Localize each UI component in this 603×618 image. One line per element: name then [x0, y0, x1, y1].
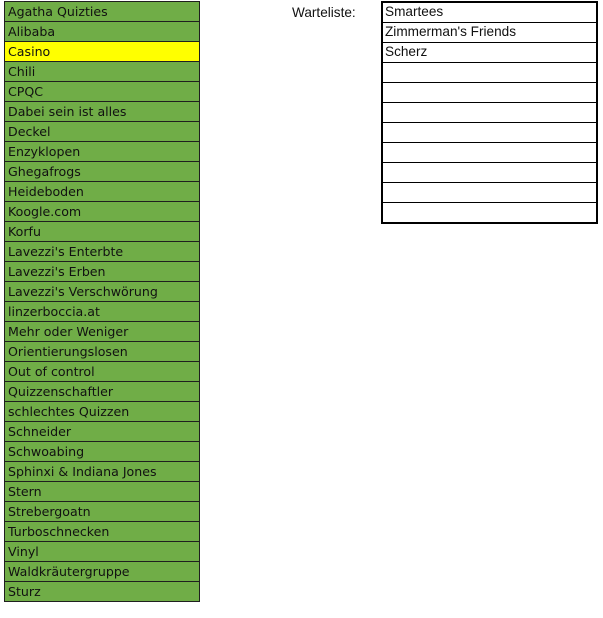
waitlist-body	[382, 2, 597, 223]
team-cell[interactable]: Stern	[5, 482, 200, 502]
team-cell[interactable]: Casino	[5, 42, 200, 62]
team-cell[interactable]: Strebergoatn	[5, 502, 200, 522]
team-cell[interactable]: CPQC	[5, 82, 200, 102]
waitlist-cell[interactable]	[382, 63, 597, 83]
team-row	[5, 562, 200, 582]
waitlist-cell[interactable]: Scherz	[382, 43, 597, 63]
waitlist-row	[382, 103, 597, 123]
team-cell[interactable]: Ghegafrogs	[5, 162, 200, 182]
team-row	[5, 42, 200, 62]
waitlist-row	[382, 123, 597, 143]
waitlist-row	[382, 2, 597, 23]
team-row	[5, 362, 200, 382]
waitlist-row	[382, 63, 597, 83]
team-cell[interactable]: Orientierungslosen	[5, 342, 200, 362]
waitlist-cell[interactable]	[382, 103, 597, 123]
team-row	[5, 202, 200, 222]
waitlist-row	[382, 23, 597, 43]
team-row	[5, 442, 200, 462]
team-row	[5, 422, 200, 442]
team-row	[5, 582, 200, 602]
waitlist-cell[interactable]	[382, 183, 597, 203]
team-cell[interactable]: Sphinxi & Indiana Jones	[5, 462, 200, 482]
waitlist-row	[382, 43, 597, 63]
waitlist-label: Warteliste:	[292, 5, 356, 20]
team-row	[5, 62, 200, 82]
waitlist-row	[382, 143, 597, 163]
team-list-body	[5, 2, 200, 602]
team-row	[5, 222, 200, 242]
team-cell[interactable]: Turboschnecken	[5, 522, 200, 542]
team-cell[interactable]: Deckel	[5, 122, 200, 142]
team-cell[interactable]: Enzyklopen	[5, 142, 200, 162]
team-row	[5, 82, 200, 102]
team-row	[5, 2, 200, 22]
team-row	[5, 162, 200, 182]
team-cell[interactable]: Sturz	[5, 582, 200, 602]
team-row	[5, 342, 200, 362]
team-cell[interactable]: Lavezzi's Enterbte	[5, 242, 200, 262]
team-cell[interactable]: Chili	[5, 62, 200, 82]
team-cell[interactable]: Koogle.com	[5, 202, 200, 222]
team-cell[interactable]: Alibaba	[5, 22, 200, 42]
waitlist-row	[382, 163, 597, 183]
team-row	[5, 142, 200, 162]
team-list-table	[4, 1, 200, 602]
team-row	[5, 122, 200, 142]
team-cell[interactable]: Agatha Quizties	[5, 2, 200, 22]
team-row	[5, 482, 200, 502]
team-row	[5, 382, 200, 402]
team-cell[interactable]: Dabei sein ist alles	[5, 102, 200, 122]
team-cell[interactable]: Korfu	[5, 222, 200, 242]
team-cell[interactable]: Vinyl	[5, 542, 200, 562]
team-row	[5, 502, 200, 522]
waitlist-cell[interactable]	[382, 83, 597, 103]
team-cell[interactable]: Lavezzi's Verschwörung	[5, 282, 200, 302]
team-row	[5, 302, 200, 322]
team-row	[5, 462, 200, 482]
team-row	[5, 182, 200, 202]
team-cell[interactable]: Heideboden	[5, 182, 200, 202]
team-cell[interactable]: schlechtes Quizzen	[5, 402, 200, 422]
waitlist-row	[382, 83, 597, 103]
waitlist-cell[interactable]: Smartees	[382, 2, 597, 23]
team-row	[5, 322, 200, 342]
team-cell[interactable]: Mehr oder Weniger	[5, 322, 200, 342]
team-row	[5, 542, 200, 562]
team-cell[interactable]: Lavezzi's Erben	[5, 262, 200, 282]
team-cell[interactable]: Out of control	[5, 362, 200, 382]
team-cell[interactable]: Waldkräutergruppe	[5, 562, 200, 582]
waitlist-cell[interactable]	[382, 203, 597, 224]
waitlist-row	[382, 183, 597, 203]
team-cell[interactable]: Schwoabing	[5, 442, 200, 462]
team-row	[5, 22, 200, 42]
waitlist-cell[interactable]	[382, 163, 597, 183]
waitlist-cell[interactable]	[382, 143, 597, 163]
team-cell[interactable]: linzerboccia.at	[5, 302, 200, 322]
waitlist-cell[interactable]	[382, 123, 597, 143]
team-cell[interactable]: Schneider	[5, 422, 200, 442]
waitlist-cell[interactable]: Zimmerman's Friends	[382, 23, 597, 43]
team-row	[5, 522, 200, 542]
team-row	[5, 282, 200, 302]
waitlist-table	[381, 1, 598, 224]
waitlist-row	[382, 203, 597, 224]
team-row	[5, 262, 200, 282]
team-row	[5, 402, 200, 422]
team-cell[interactable]: Quizzenschaftler	[5, 382, 200, 402]
team-row	[5, 102, 200, 122]
team-row	[5, 242, 200, 262]
